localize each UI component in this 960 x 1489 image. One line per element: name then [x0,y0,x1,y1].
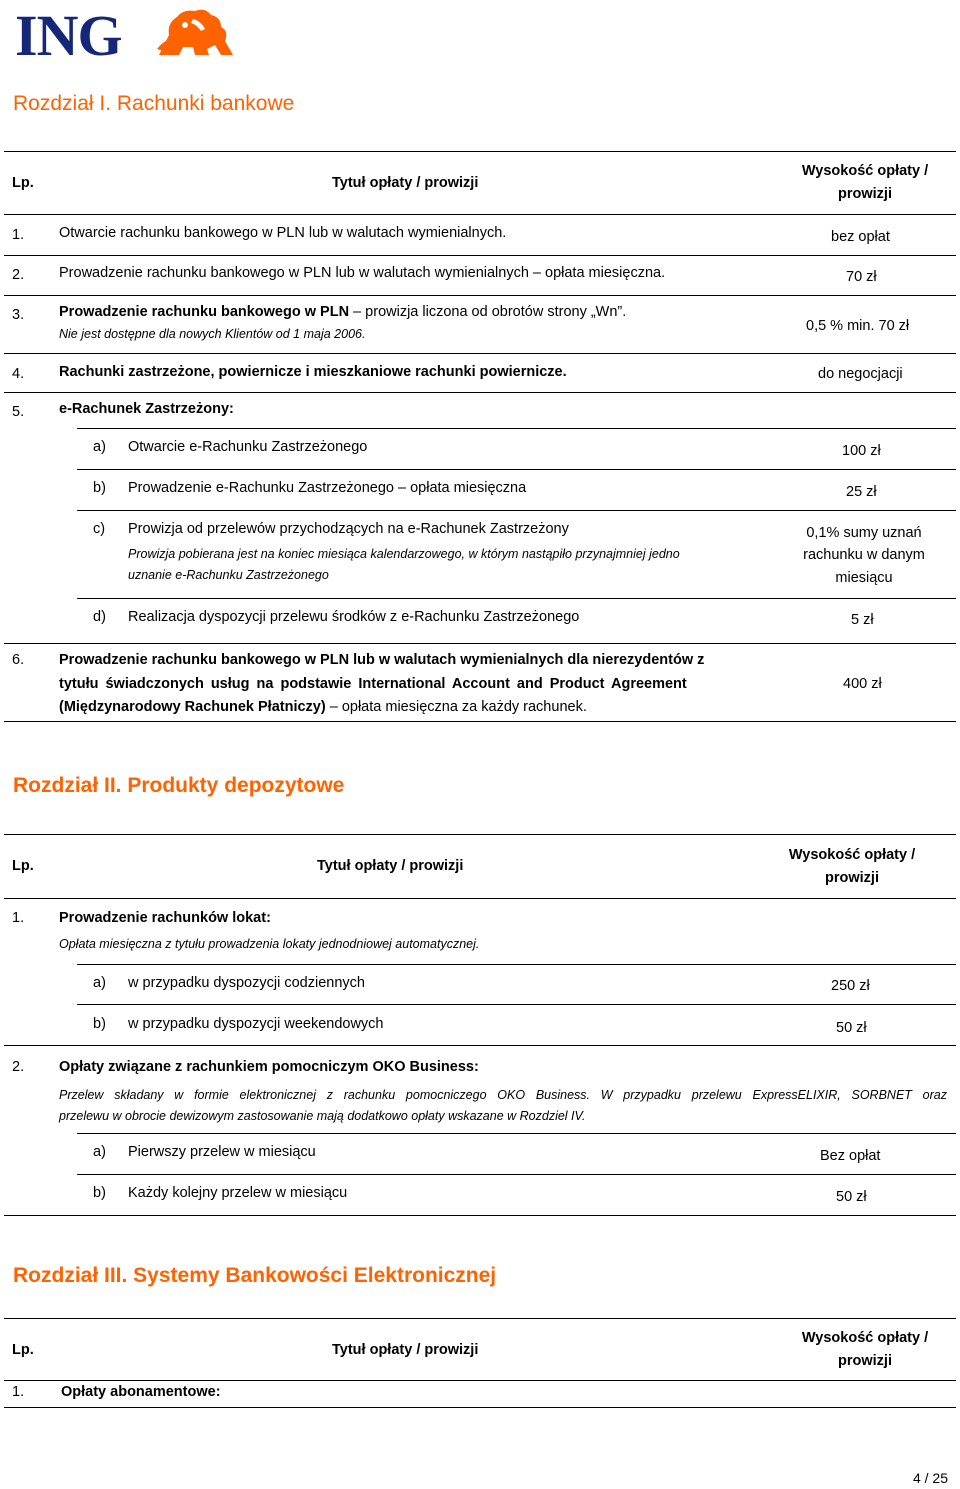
row-lp: 2. [12,267,25,283]
sub-divider [77,510,956,511]
sub-amount: miesiącu [835,570,893,586]
header-amount: prowizji [838,1353,892,1369]
row-title: e-Rachunek Zastrzeżony: [59,401,234,417]
sub-amount: Bez opłat [820,1148,881,1164]
header-amount: Wysokość opłaty / [788,847,916,863]
header-title: Tytuł opłaty / prowizji [332,1342,479,1358]
row-lp: 2. [12,1059,25,1075]
row-amount: bez opłat [831,229,890,245]
header-amount: prowizji [838,186,892,202]
sub-title: Otwarcie e-Rachunku Zastrzeżonego [128,439,368,455]
sub-divider [77,1174,956,1175]
row-lp: 6. [12,652,25,668]
row-lp: 1. [12,1384,25,1400]
row-title: Prowadzenie rachunku bankowego w PLN lub w walutach wymienialnych – opłata miesięczna. [59,265,666,281]
header-lp: Lp. [12,858,34,874]
sub-title: Pierwszy przelew w miesiącu [128,1144,316,1160]
sub-letter: a) [93,1144,106,1160]
row-title: Rachunki zastrzeżone, powiernicze i mieszkaniowe rachunki powiernicze. [59,364,567,380]
table-divider [4,392,956,393]
logo-text: ING [15,3,122,68]
page-number: 4 / 25 [912,1470,948,1486]
lion-icon [149,5,239,59]
row-title [59,303,626,321]
chapter-3-title: Rozdział III. Systemy Bankowości Elektronicznej [13,1264,497,1287]
chapter-1-title: Rozdział I. Rachunki bankowe [13,92,295,115]
table-divider [4,898,956,899]
row-title-line [59,698,587,716]
row-amount: 70 zł [846,269,877,285]
row-note: Przelew składany w formie elektronicznej z rachunku pomocniczego OKO Business. W przypadku przelewu ExpressELIXIR, SORBNET oraz [59,1088,947,1102]
sub-divider [77,1133,956,1134]
sub-title: w przypadku dyspozycji codziennych [128,975,365,991]
sub-amount: rachunku w danym [803,547,925,563]
sub-divider [77,428,956,429]
table-divider [4,295,956,296]
row-title: Prowadzenie rachunków lokat: [59,910,271,926]
sub-amount: 250 zł [831,978,870,994]
row-lp: 1. [12,227,25,243]
row-title-rest: – prowizja liczona od obrotów strony „Wn”. [349,304,627,320]
sub-letter: d) [93,609,106,625]
header-amount: Wysokość opłaty / [801,163,929,179]
sub-letter: a) [93,975,106,991]
table-divider [4,1045,956,1046]
sub-letter: c) [93,521,106,537]
sub-divider [77,598,956,599]
row-lp: 4. [12,366,25,382]
sub-amount: 5 zł [851,612,874,628]
sub-title: Realizacja dyspozycji przelewu środków z e-Rachunku Zastrzeżonego [128,609,580,625]
sub-note: uznanie e-Rachunku Zastrzeżonego [128,568,329,582]
row-title: Otwarcie rachunku bankowego w PLN lub w walutach wymienialnych. [59,225,507,241]
header-amount: prowizji [825,870,879,886]
sub-divider [77,1004,956,1005]
row-note: Opłata miesięczna z tytułu prowadzenia lokaty jednodniowej automatycznej. [59,937,480,951]
row-amount: 0,5 % min. 70 zł [806,318,910,334]
sub-amount: 50 zł [836,1189,867,1205]
header-lp: Lp. [12,1342,34,1358]
table-divider [4,353,956,354]
row-title: Opłaty abonamentowe: [61,1384,221,1400]
sub-title: Prowadzenie e-Rachunku Zastrzeżonego – opłata miesięczna [128,480,527,496]
table-divider [4,643,956,644]
row-title-line: tytułu świadczonych usług na podstawie International Account and Product Agreement [59,676,687,692]
header-amount: Wysokość opłaty / [801,1330,929,1346]
sub-letter: a) [93,439,106,455]
sub-amount: 0,1% sumy uznań [806,525,922,541]
sub-letter: b) [93,480,106,496]
header-title: Tytuł opłaty / prowizji [332,175,479,191]
table-divider [4,1380,956,1381]
table-divider [4,214,956,215]
sub-amount: 50 zł [836,1020,867,1036]
sub-divider [77,469,956,470]
sub-divider [77,964,956,965]
header-title: Tytuł opłaty / prowizji [317,858,464,874]
row-lp: 3. [12,307,25,323]
row-title-rest: – opłata miesięczna za każdy rachunek. [325,699,587,715]
row-note: przelewu w obrocie dewizowym zastosowanie mają dodatkowo opłaty wskazane w Rozdziel IV. [59,1109,586,1123]
chapter-2-title: Rozdział II. Produkty depozytowe [13,774,345,797]
row-title-bold: Prowadzenie rachunku bankowego w PLN [59,304,350,320]
row-lp: 5. [12,404,25,420]
row-lp: 1. [12,910,25,926]
sub-letter: b) [93,1185,106,1201]
sub-letter: b) [93,1016,106,1032]
row-amount: 400 zł [843,676,882,692]
row-amount: do negocjacji [818,366,903,382]
row-title-line: Prowadzenie rachunku bankowego w PLN lub w walutach wymienialnych dla nierezydentów z [59,652,705,668]
table-divider [4,255,956,256]
sub-title: w przypadku dyspozycji weekendowych [128,1016,384,1032]
sub-amount: 25 zł [846,484,877,500]
sub-title: Prowizja od przelewów przychodzących na e-Rachunek Zastrzeżony [128,521,569,537]
sub-title: Każdy kolejny przelew w miesiącu [128,1185,348,1201]
sub-note: Prowizja pobierana jest na koniec miesiąca kalendarzowego, w którym nastąpiło przynajmniej jedno [128,547,680,561]
row-title-bold: (Międzynarodowy Rachunek Płatniczy) [59,699,326,715]
row-note: Nie jest dostępne dla nowych Klientów od 1 maja 2006. [59,327,366,341]
sub-amount: 100 zł [842,443,881,459]
header-lp: Lp. [12,175,34,191]
row-title: Opłaty związane z rachunkiem pomocniczym OKO Business: [59,1059,479,1075]
